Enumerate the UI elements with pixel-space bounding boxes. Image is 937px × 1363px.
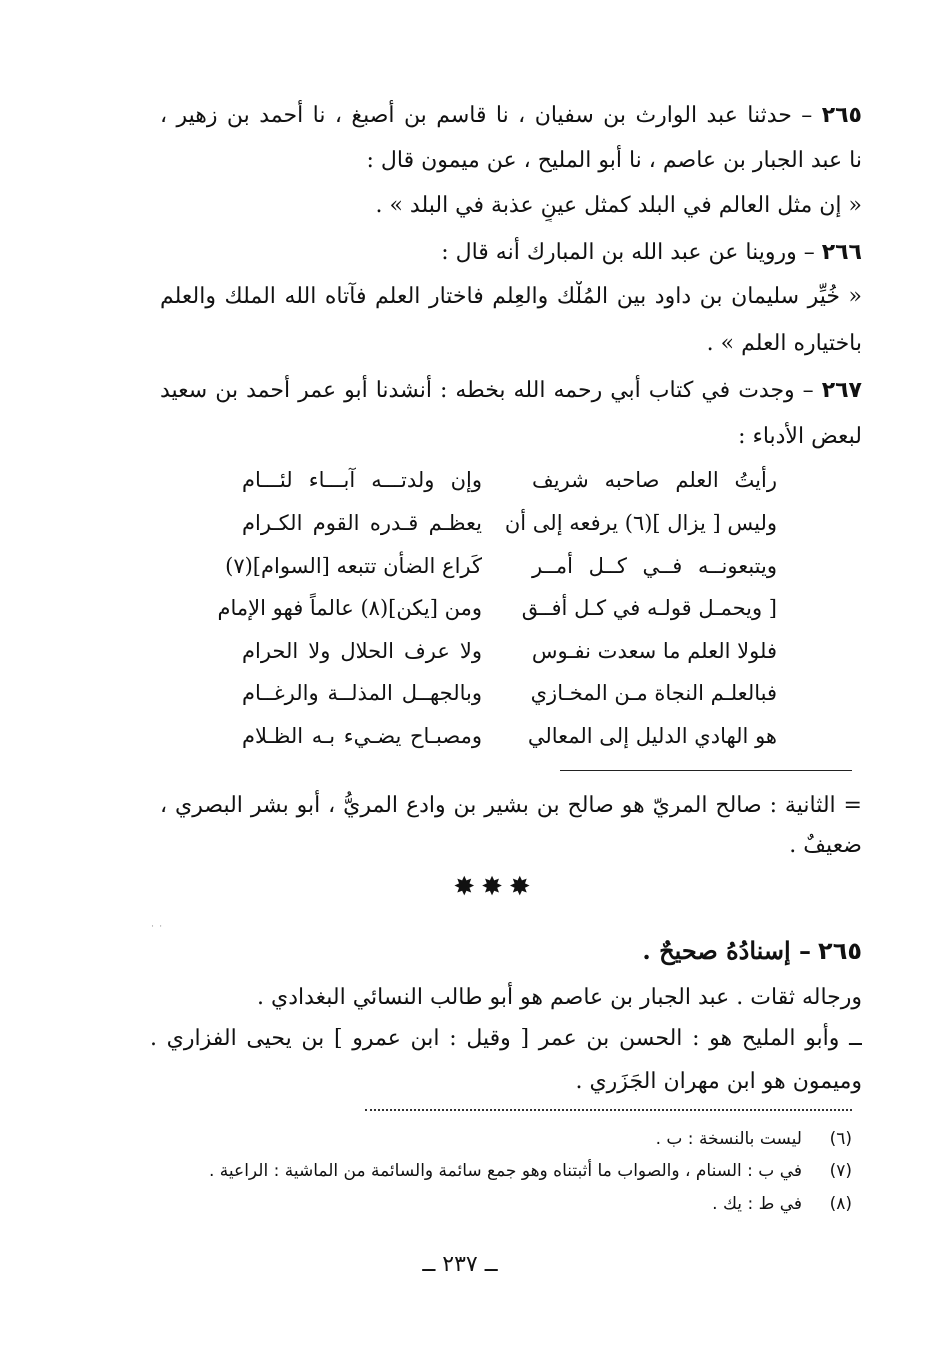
poem-verse-1-left: وإن ولدتـــه آبـــاء لئـــام (242, 468, 482, 492)
p266-line-2: « خُيِّر سليمان بن داود بين المُلْك والعِلم فاختار العلم فآتاه الله الملك والعلم (160, 284, 862, 309)
footnote-7-number: (٧) (829, 1161, 852, 1181)
footnote-6-text: ليست بالنسخة : ب . (655, 1129, 802, 1149)
p265-number: ٢٦٥ (821, 103, 862, 128)
footnote-8-text: في ط : يك . (712, 1194, 802, 1214)
footnote-7 (150, 1158, 852, 1184)
p266-text-1: – وروينا عن عبد الله بن المبارك أنه قال : (441, 240, 815, 265)
poem-verse-2-left: يعظـم قـدره القوم الكـرام (242, 511, 482, 535)
footnote-6-number: (٦) (829, 1129, 852, 1149)
commentary-heading-number: ٢٦٥ (818, 937, 862, 965)
poem-verse-6-left: وبالجهــل المذلــة والرغــام (242, 681, 482, 705)
footnote-7-text: في ب : السنام ، والصواب ما أثبتناه وهو جمع سائمة والسائمة من الماشية : الراعية . (209, 1161, 802, 1181)
footnote-8-number: (٨) (829, 1194, 852, 1214)
poem-verse-3-left: كَراع الضأن تتبعه [السوام](٧) (225, 554, 482, 578)
poem-verse-2-right: وليس [ يزال ](٦) يرفعه إلى أن (504, 511, 777, 535)
poem-verse-3-right: ويتبعونــه فــي كــل أمــر (532, 554, 777, 578)
p266-line-1 (160, 237, 862, 269)
p265-text-1: – حدثنا عبد الوارث بن سفيان ، نا قاسم بن أصبغ ، نا أحمد بن زهير ، (160, 103, 813, 128)
continuation-note-line-1: = الثانية : صالح المريّ هو صالح بن بشير بن وادع المريُّ ، أبو بشر البصري ، (160, 793, 862, 818)
p267-number: ٢٦٧ (821, 378, 862, 403)
dotted-separator (365, 1109, 852, 1111)
p265-line-2: نا عبد الجبار بن عاصم ، نا أبو المليح ، عن ميمون قال : (366, 148, 862, 173)
poem-verse-4-left: ومن [يكن](٨) عالماً فهو الإمام (217, 596, 482, 620)
p265-line-1 (160, 100, 862, 132)
footnote-rule (560, 770, 852, 771)
p266-number: ٢٦٦ (821, 240, 862, 265)
p265-line-3: « إن مثل العالم في البلد كمثل عينٍ عذبة في البلد » . (375, 193, 862, 218)
commentary-heading-text: – إسنادُهُ صحيحٌ . (642, 936, 812, 965)
footnote-6 (150, 1126, 852, 1152)
commentary-line-2: ــ وأبو المليح هو : الحسن بن عمر [ وقيل : ابن عمرو ] بن يحيى الفزاري . (150, 1026, 862, 1051)
p266-line-3: باختياره العلم » . (706, 331, 862, 356)
commentary-line-1: ورجاله ثقات . عبد الجبار بن عاصم هو أبو طالب النسائي البغدادي . (256, 985, 862, 1010)
footnote-8 (150, 1191, 852, 1217)
continuation-note-line-2: ضعيفٌ . (789, 833, 862, 858)
p267-text-1: – وجدت في كتاب أبي رحمه الله بخطه : أنشدنا أبو عمر أحمد بن سعيد (160, 378, 814, 403)
p267-line-1 (160, 375, 862, 407)
poem-verse-7-left: ومصبـاح يضـيء بـه الظـلام (242, 724, 482, 748)
poem-verse-4-right: [ ويحمـل قولـه في كـل أفــق (521, 596, 777, 620)
star-separator: ✸✸✸ (453, 872, 537, 902)
scan-specks: ˙ ˙ (150, 925, 164, 936)
commentary-line-3: وميمون هو ابن مهران الجَزَري . (575, 1069, 862, 1094)
page-number: ــ ٢٣٧ ــ (422, 1252, 498, 1277)
poem-verse-5-right: فلولا العلم ما سعدت نفـوس (531, 639, 777, 663)
poem-verse-6-right: فبالعلـم النجاة مـن المخـازي (530, 681, 777, 705)
p267-line-2: لبعض الأدباء : (738, 424, 862, 449)
poem-verse-5-left: ولا عرف الحلال ولا الحرام (242, 639, 482, 663)
poem-verse-1-right: رأيتُ العلم صاحبه شريف (532, 468, 777, 492)
poem-verse-7-right: هو الهادي الدليل إلى المعالي (527, 724, 777, 748)
commentary-heading (160, 935, 862, 969)
